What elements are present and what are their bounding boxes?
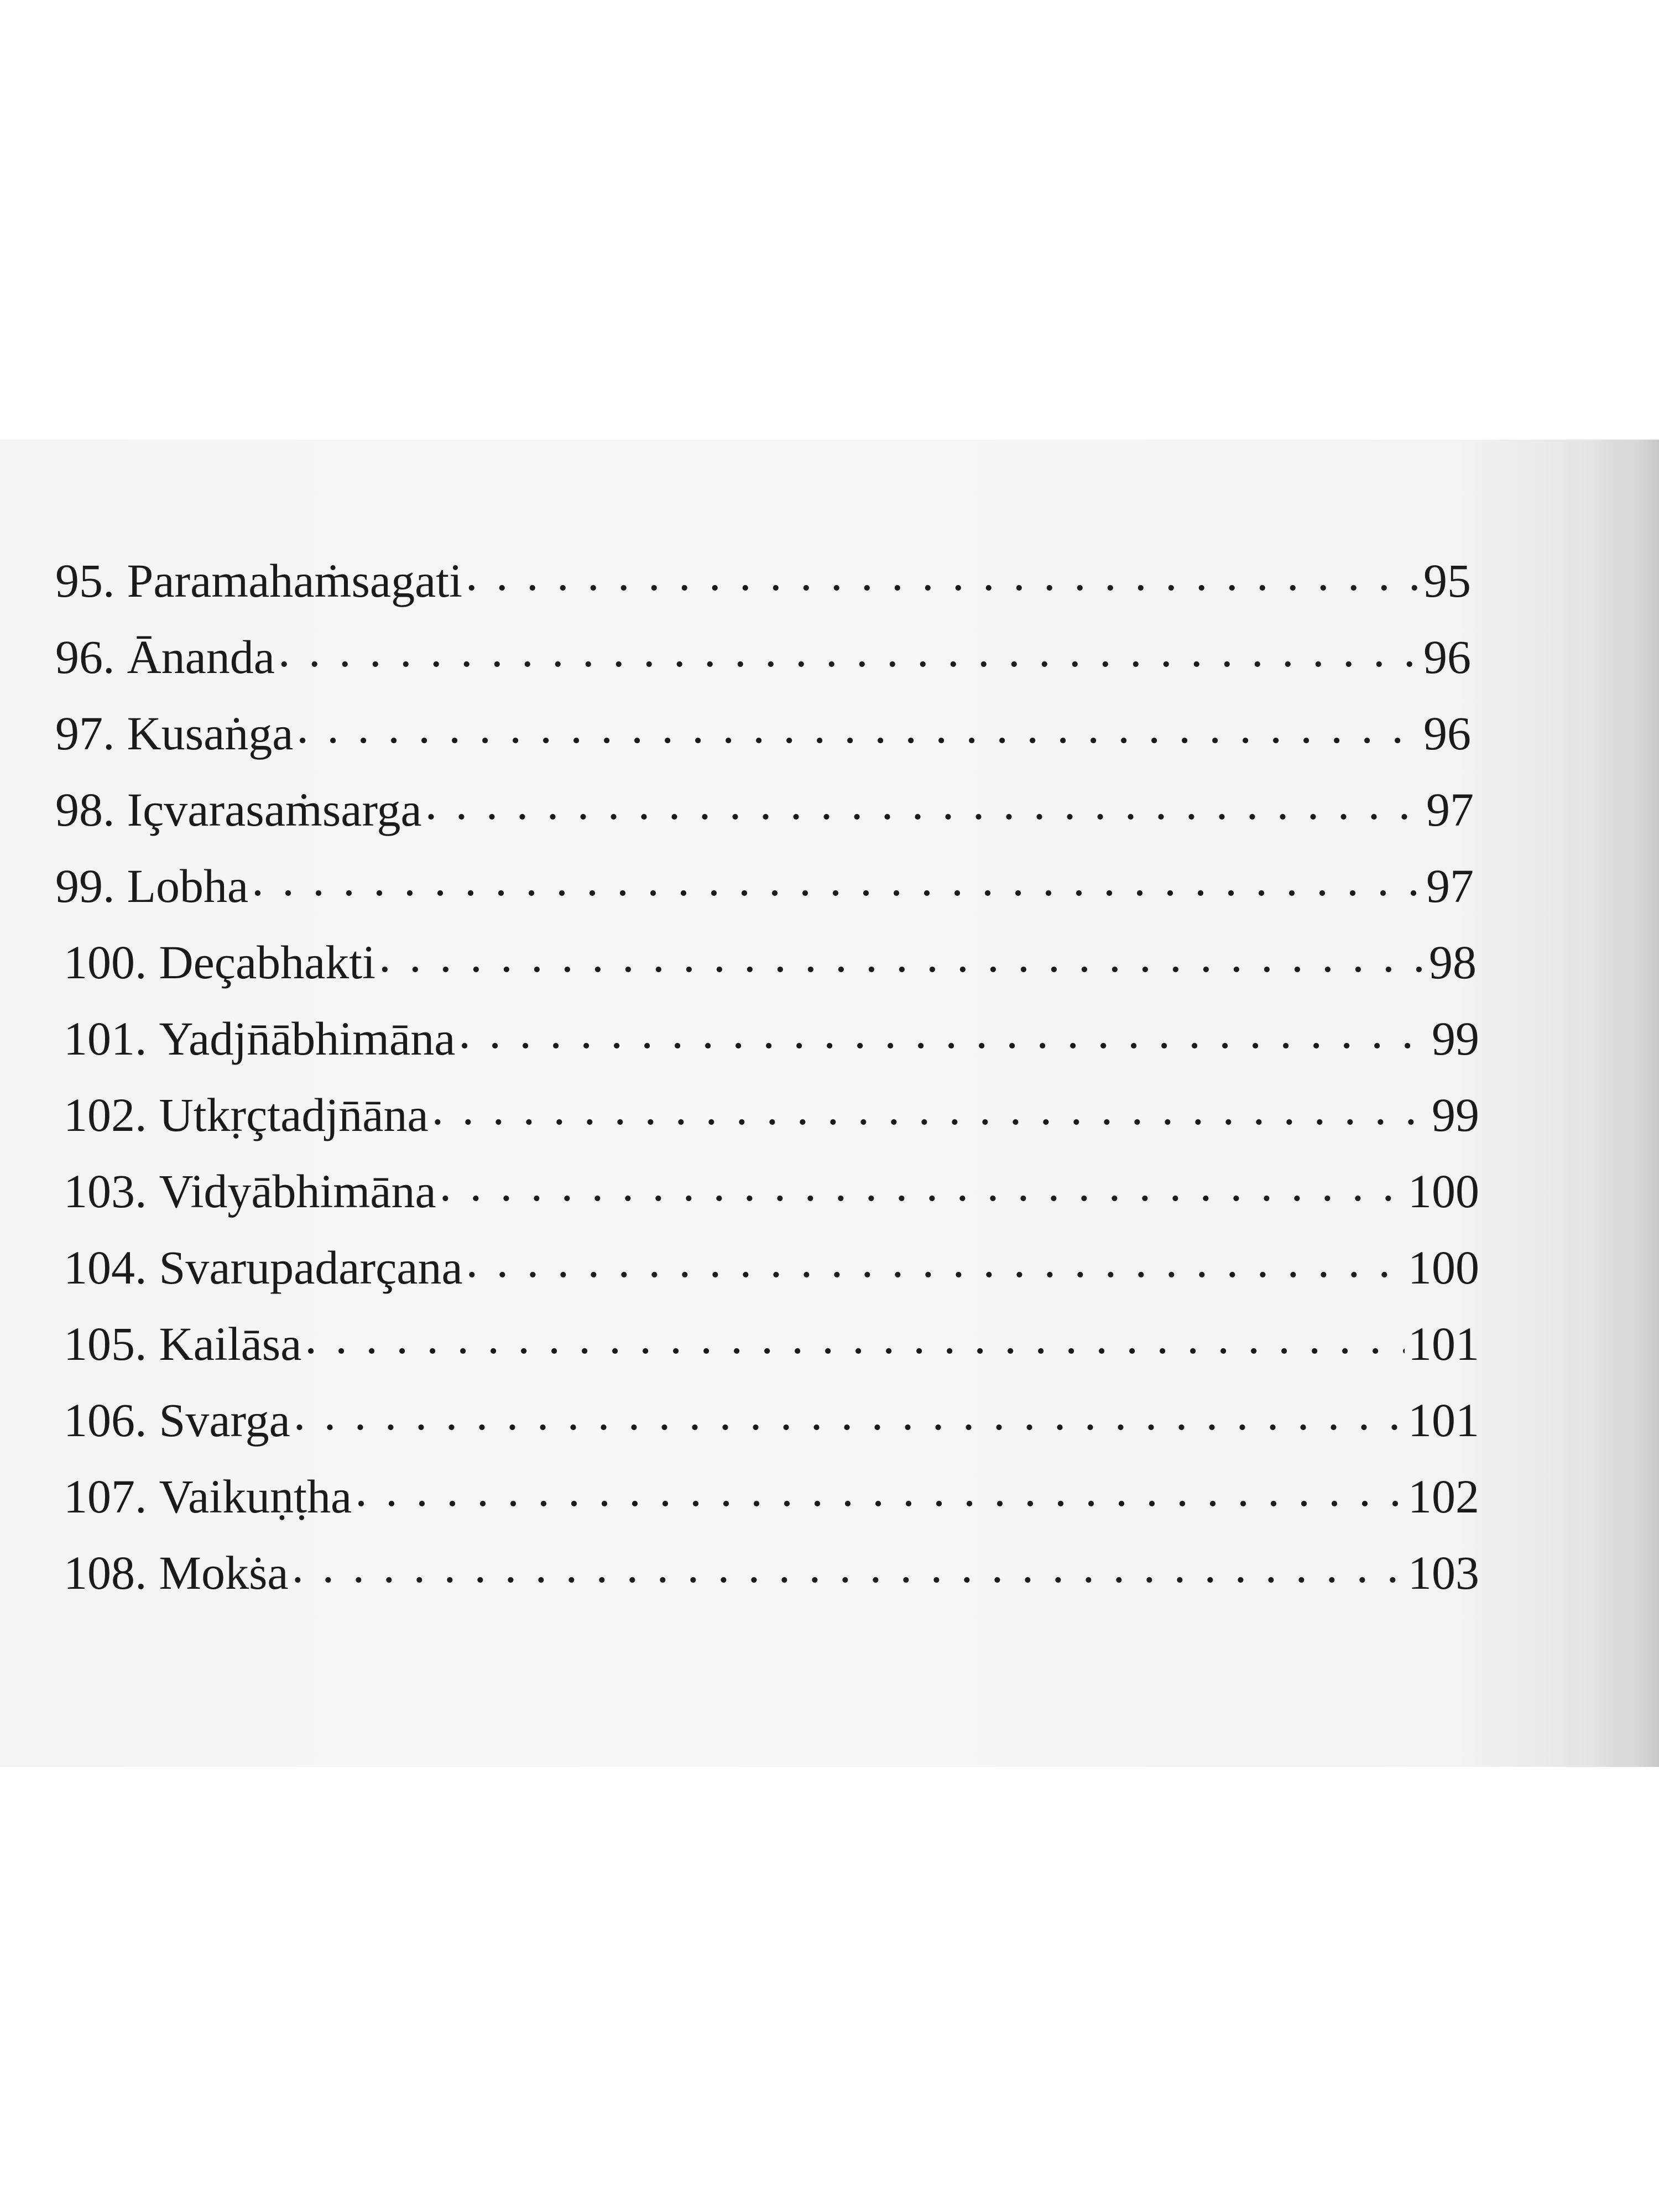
entry-number: 100. [64, 936, 147, 989]
entry-title: Mokṡa [159, 1546, 289, 1599]
entry-page-number: 99 [1432, 1012, 1479, 1065]
dot-leader [292, 1541, 1405, 1589]
toc-entry [55, 853, 1474, 919]
entry-page-number: 102 [1408, 1470, 1479, 1523]
toc-entry [64, 1463, 1479, 1530]
toc-entry [64, 1387, 1479, 1453]
entry-title: Yadjn̄ābhimāna [159, 1012, 456, 1065]
toc-entry [64, 929, 1477, 995]
entry-title: Kusaṅga [127, 707, 294, 760]
dot-leader [425, 778, 1423, 826]
entry-number: 98. [55, 783, 115, 836]
entry-title: Svarupadarçana [159, 1241, 463, 1294]
entry-page-number: 98 [1429, 936, 1477, 989]
entry-page-number: 103 [1408, 1546, 1479, 1599]
toc-entry [64, 1234, 1479, 1301]
entry-page-number: 95 [1423, 554, 1471, 607]
entry-title: Kailāsa [159, 1317, 302, 1370]
dot-leader [278, 625, 1420, 673]
toc-entry [64, 1311, 1479, 1377]
dot-leader [440, 1160, 1405, 1207]
entry-number: 99. [55, 859, 115, 912]
dot-leader [432, 1083, 1428, 1131]
dot-leader [252, 854, 1423, 902]
entry-page-number: 101 [1408, 1394, 1479, 1447]
toc-entry [64, 1158, 1479, 1224]
toc-entry [55, 700, 1471, 766]
entry-number: 106. [64, 1394, 147, 1447]
dot-leader [458, 1007, 1428, 1055]
entry-page-number: 100 [1408, 1165, 1479, 1218]
entry-number: 101. [64, 1012, 147, 1065]
dot-leader [294, 1389, 1405, 1436]
entry-number: 97. [55, 707, 115, 760]
toc-entry [55, 547, 1471, 614]
entry-number: 103. [64, 1165, 147, 1218]
entry-title: Ānanda [127, 630, 275, 684]
toc-entry [64, 1540, 1479, 1606]
dot-leader [379, 931, 1426, 978]
dot-leader [305, 1312, 1405, 1360]
entry-page-number: 97 [1426, 783, 1474, 836]
entry-page-number: 96 [1423, 630, 1471, 684]
entry-page-number: 101 [1408, 1317, 1479, 1370]
dot-leader [466, 1236, 1405, 1284]
entry-page-number: 96 [1423, 707, 1471, 760]
dot-leader [466, 549, 1420, 597]
entry-page-number: 100 [1408, 1241, 1479, 1294]
entry-number: 95. [55, 554, 115, 607]
toc-entry [64, 1082, 1479, 1148]
entry-number: 104. [64, 1241, 147, 1294]
entry-title: Vaikuṇṭha [159, 1470, 352, 1523]
entry-number: 108. [64, 1546, 147, 1599]
toc-entry [55, 624, 1471, 690]
toc-entry [55, 776, 1474, 843]
entry-number: 96. [55, 630, 115, 684]
toc-entry [64, 1005, 1479, 1072]
entry-title: Utkṛçtadjn̄āna [159, 1088, 429, 1141]
dot-leader [296, 702, 1420, 749]
entry-title: Paramahaṁsagati [127, 554, 463, 607]
entry-title: Içvarasaṁsarga [127, 783, 422, 836]
entry-title: Lobha [127, 859, 249, 912]
entry-title: Vidyābhimāna [159, 1165, 436, 1218]
entry-page-number: 97 [1426, 859, 1474, 912]
entry-title: Deçabhakti [159, 936, 376, 989]
entry-page-number: 99 [1432, 1088, 1479, 1141]
entry-title: Svarga [159, 1394, 290, 1447]
entry-number: 107. [64, 1470, 147, 1523]
entry-number: 102. [64, 1088, 147, 1141]
entry-number: 105. [64, 1317, 147, 1370]
page-edge-shadow [1598, 440, 1659, 1767]
dot-leader [355, 1465, 1405, 1512]
